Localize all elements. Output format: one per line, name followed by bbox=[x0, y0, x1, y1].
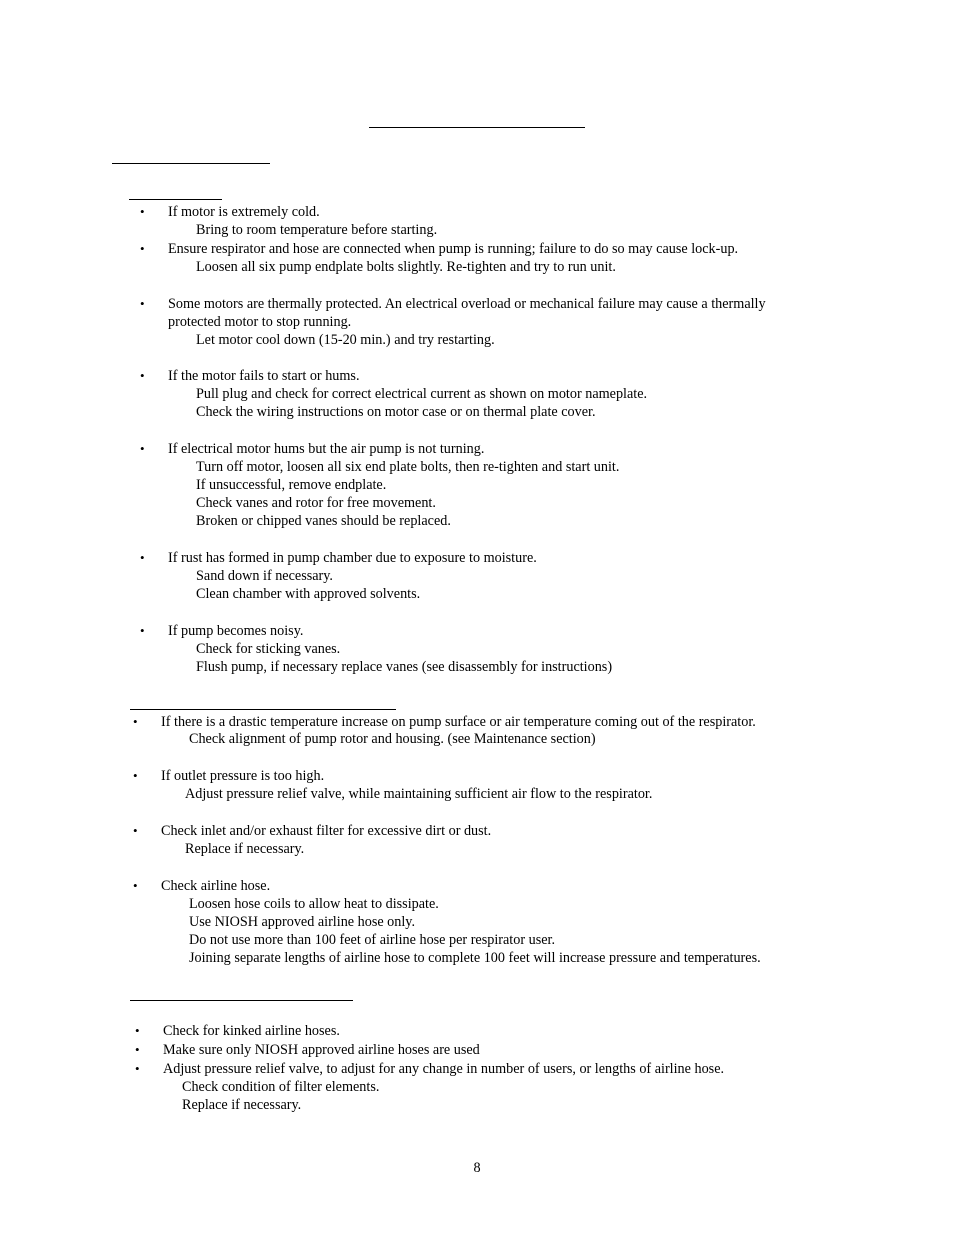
remedy-text: Let motor cool down (15-20 min.) and try restarting. bbox=[196, 332, 495, 348]
chapter-heading-underline bbox=[112, 163, 270, 164]
issue-text: protected motor to stop running. bbox=[168, 314, 352, 330]
issue-text: If the motor fails to start or hums. bbox=[168, 368, 360, 384]
bullet-icon: • bbox=[140, 296, 145, 311]
remedy-text: Loosen hose coils to allow heat to dissipate. bbox=[189, 896, 439, 912]
remedy-text: Replace if necessary. bbox=[185, 841, 305, 857]
bullet-icon: • bbox=[135, 1042, 140, 1057]
remedy-text: Turn off motor, loosen all six end plate bolts, then re-tighten and start unit. bbox=[196, 459, 620, 475]
remedy-text: Replace if necessary. bbox=[182, 1097, 302, 1113]
bullet-icon: • bbox=[133, 823, 138, 838]
issue-text: If there is a drastic temperature increase on pump surface or air temperature coming out of the respirator. bbox=[161, 714, 756, 730]
remedy-text: Broken or chipped vanes should be replaced. bbox=[196, 513, 451, 529]
remedy-text: Check vanes and rotor for free movement. bbox=[196, 495, 436, 511]
issue-text: Check inlet and/or exhaust filter for excessive dirt or dust. bbox=[161, 823, 492, 839]
bullet-icon: • bbox=[133, 878, 138, 893]
section3-heading-underline bbox=[130, 1000, 353, 1001]
title-underline bbox=[369, 127, 585, 128]
list-item: Make sure only NIOSH approved airline hoses are used bbox=[163, 1042, 480, 1058]
issue-text: If rust has formed in pump chamber due to exposure to moisture. bbox=[168, 550, 537, 566]
remedy-text: Joining separate lengths of airline hose to complete 100 feet will increase pressure and temperatures. bbox=[189, 950, 761, 966]
issue-text: Ensure respirator and hose are connected when pump is running; failure to do so may cause lock-up. bbox=[168, 241, 739, 257]
remedy-text: Check the wiring instructions on motor case or on thermal plate cover. bbox=[196, 404, 596, 420]
issue-text: If outlet pressure is too high. bbox=[161, 768, 325, 784]
bullet-icon: • bbox=[133, 714, 138, 729]
remedy-text: Loosen all six pump endplate bolts slightly. Re-tighten and try to run unit. bbox=[196, 259, 616, 275]
issue-text: Check airline hose. bbox=[161, 878, 271, 894]
section2-heading-underline bbox=[130, 709, 396, 710]
list-item: Check for kinked airline hoses. bbox=[163, 1023, 340, 1039]
bullet-icon: • bbox=[140, 368, 145, 383]
remedy-text: Do not use more than 100 feet of airline hose per respirator user. bbox=[189, 932, 555, 948]
bullet-icon: • bbox=[135, 1061, 140, 1076]
bullet-icon: • bbox=[140, 550, 145, 565]
remedy-text: Check for sticking vanes. bbox=[196, 641, 341, 657]
list-item: Adjust pressure relief valve, to adjust for any change in number of users, or lengths of airline hose. bbox=[163, 1061, 725, 1077]
bullet-icon: • bbox=[140, 623, 145, 638]
remedy-text: Check alignment of pump rotor and housing. (see Maintenance section) bbox=[189, 731, 596, 747]
issue-text: If motor is extremely cold. bbox=[168, 204, 320, 220]
remedy-text: If unsuccessful, remove endplate. bbox=[196, 477, 387, 493]
remedy-text: Adjust pressure relief valve, while maintaining sufficient air flow to the respirator. bbox=[185, 786, 653, 802]
bullet-icon: • bbox=[140, 241, 145, 256]
page-number: 8 bbox=[473, 1160, 481, 1176]
issue-text: If pump becomes noisy. bbox=[168, 623, 304, 639]
bullet-icon: • bbox=[135, 1023, 140, 1038]
remedy-text: Use NIOSH approved airline hose only. bbox=[189, 914, 416, 930]
issue-text: Some motors are thermally protected. An electrical overload or mechanical failure may cause a thermally bbox=[168, 296, 766, 312]
bullet-icon: • bbox=[133, 768, 138, 783]
remedy-text: Flush pump, if necessary replace vanes (see disassembly for instructions) bbox=[196, 659, 613, 675]
bullet-icon: • bbox=[140, 204, 145, 219]
remedy-text: Sand down if necessary. bbox=[196, 568, 333, 584]
bullet-icon: • bbox=[140, 441, 145, 456]
issue-text: If electrical motor hums but the air pump is not turning. bbox=[168, 441, 485, 457]
remedy-text: Check condition of filter elements. bbox=[182, 1079, 380, 1095]
section1-heading-underline bbox=[129, 199, 222, 200]
remedy-text: Pull plug and check for correct electrical current as shown on motor nameplate. bbox=[196, 386, 648, 402]
remedy-text: Bring to room temperature before starting. bbox=[196, 222, 438, 238]
remedy-text: Clean chamber with approved solvents. bbox=[196, 586, 421, 602]
